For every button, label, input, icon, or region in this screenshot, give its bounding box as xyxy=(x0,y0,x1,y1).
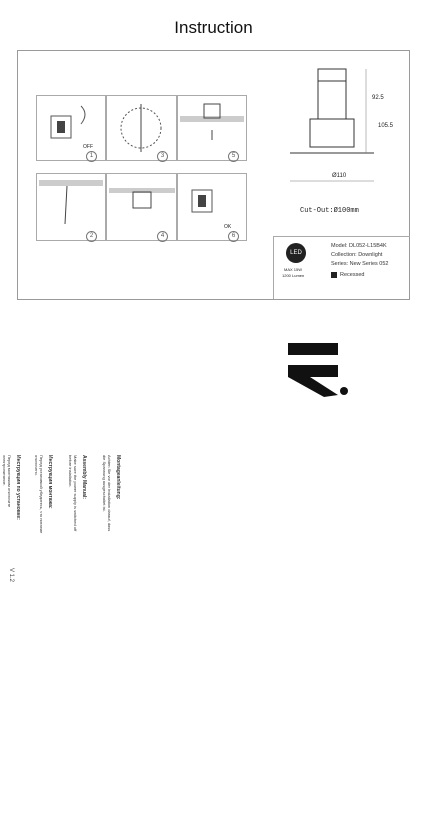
power-spec: MAX 15W xyxy=(284,267,303,272)
step-number-5: 5 xyxy=(228,151,239,162)
off-label: OFF xyxy=(83,144,93,150)
height-dimension-2: 105.5 xyxy=(378,123,394,129)
switch-off-icon xyxy=(37,96,105,156)
mount-text: Recessed xyxy=(340,272,365,278)
step-cell-2 xyxy=(36,173,106,241)
step-number-4: 4 xyxy=(157,231,168,242)
step-cell-6 xyxy=(177,173,247,241)
on-label: OK xyxy=(224,224,232,230)
step-cell-4 xyxy=(106,173,177,241)
section-en: Assembly Manual: Make sure the power supply is switched off before installation. xyxy=(68,455,87,532)
switch-on-icon xyxy=(178,174,246,238)
manual-text-block xyxy=(0,455,120,815)
product-info-panel xyxy=(273,236,410,299)
width-dimension: Ø110 xyxy=(332,173,347,179)
section-ru: Инструкция монтажа: Перед установкой убедитесь, что питание отключено. xyxy=(34,455,53,534)
downlight-drawing xyxy=(280,61,400,201)
cutout-spec: Cut-Out:Ø100mm xyxy=(300,207,359,215)
brand-logo xyxy=(288,343,348,405)
version-label: V 1.2 xyxy=(8,568,14,583)
lumen-spec: 1200 Lumen xyxy=(282,273,305,278)
insert-fixture-icon xyxy=(178,96,248,156)
recessed-icon xyxy=(331,272,337,278)
spring-clip-icon xyxy=(107,174,177,238)
series-text: Series: New Series 052 xyxy=(331,261,389,267)
step-number-6: 6 xyxy=(228,231,239,242)
step-number-2: 2 xyxy=(86,231,97,242)
section-de: Montageanleitung: Achten Sie vor der Installation darauf, dass die Spannung ausgeschaltet ist. xyxy=(102,455,121,532)
step-number-3: 3 xyxy=(157,151,168,162)
led-badge: LED xyxy=(286,243,306,263)
page-title: Instruction xyxy=(174,18,253,37)
step-cell-1 xyxy=(36,95,106,161)
height-dimension: 92.5 xyxy=(372,95,384,101)
cutout-drill-icon xyxy=(107,96,177,156)
section-ru-2: Инструкция по установке: Перед монтажом отключите электропитание. xyxy=(2,455,21,520)
step-cell-3 xyxy=(106,95,177,161)
model-text: Model: DL052-L15B4K xyxy=(331,243,387,249)
collection-text: Collection: Downlight xyxy=(331,252,383,258)
step-number-1: 1 xyxy=(86,151,97,162)
wiring-icon xyxy=(37,174,105,238)
